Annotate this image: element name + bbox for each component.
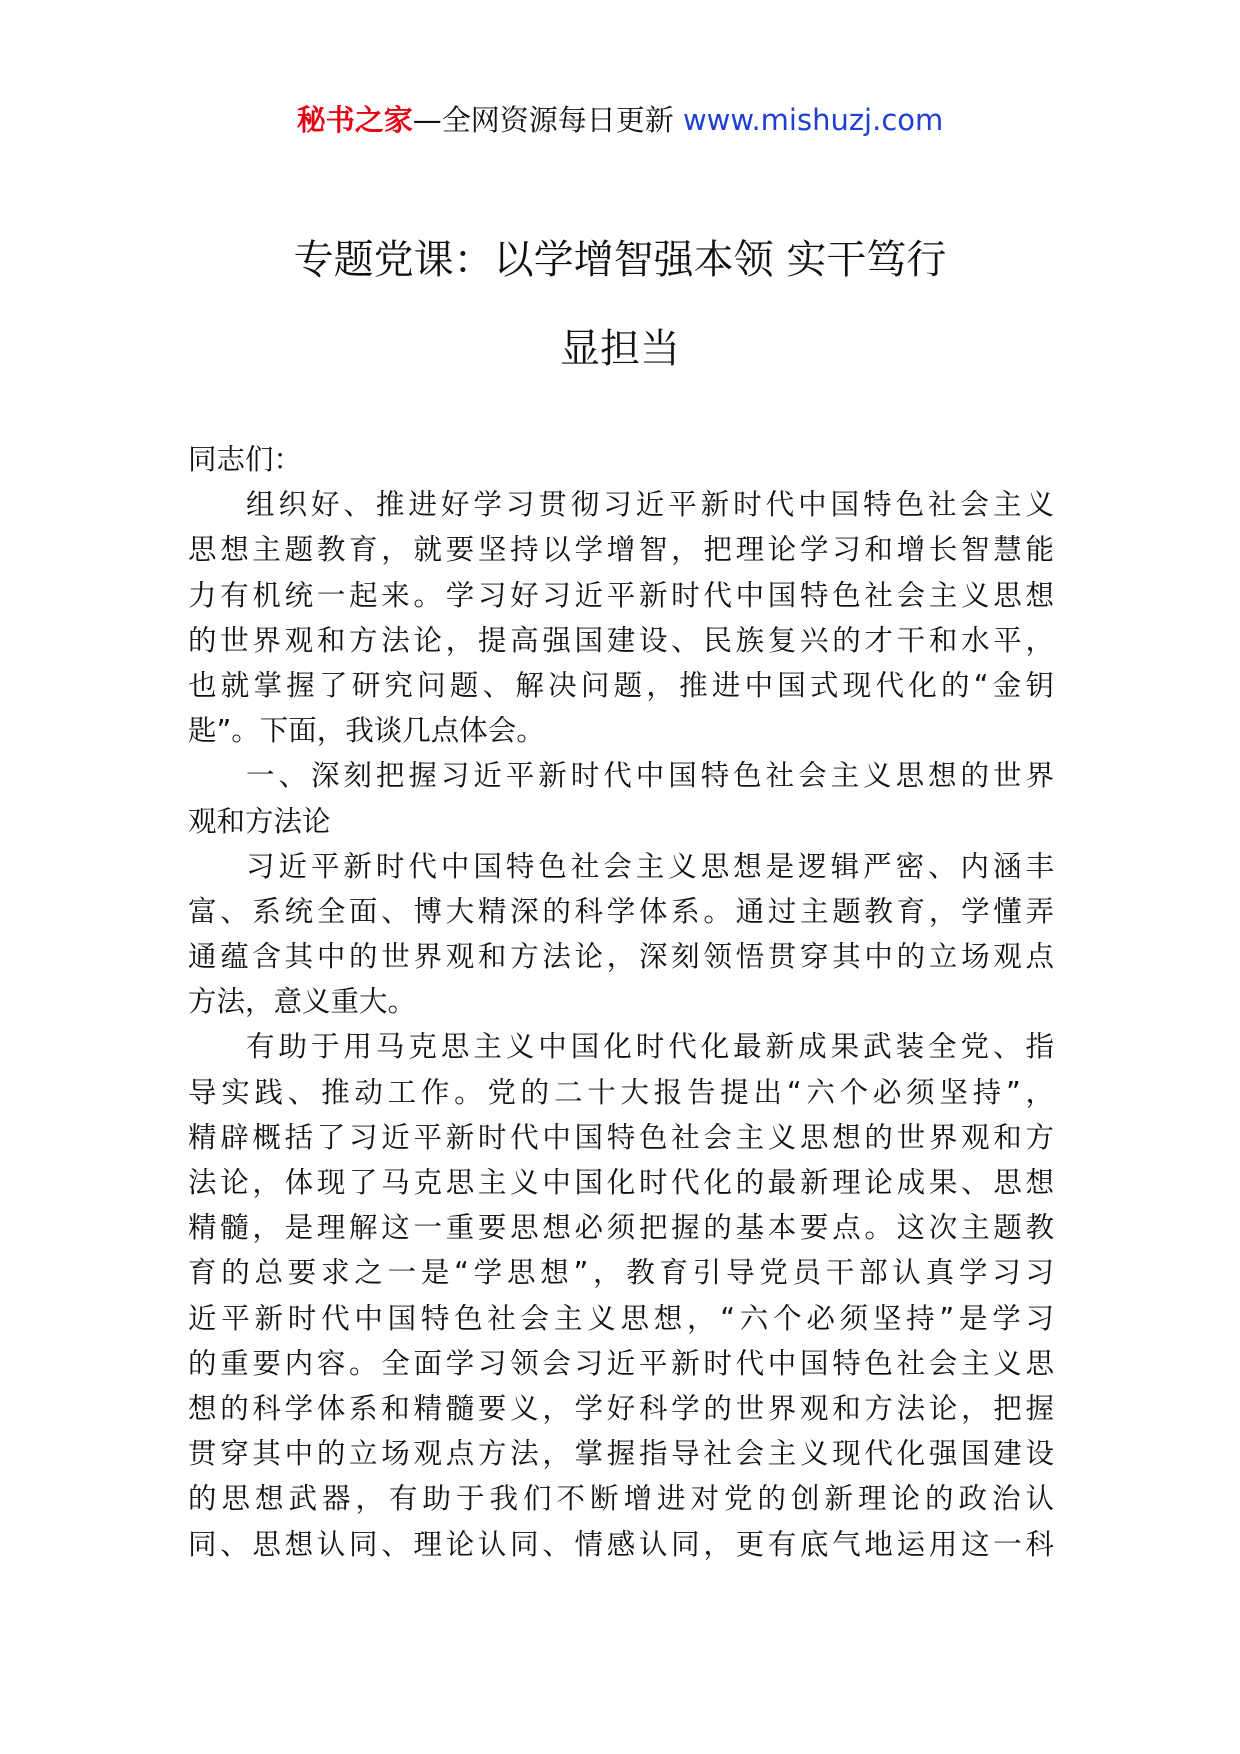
header-tagline: —全网资源每日更新 [412,103,683,137]
document-body [188,437,1054,1567]
body-line: 想的科学体系和精髓要义，学好科学的世界观和方法论，把握 [188,1391,1054,1425]
body-line: 匙”。下面，我谈几点体会。 [188,714,545,748]
body-line: 通蕴含其中的世界观和方法论，深刻领悟贯穿其中的立场观点 [188,940,1054,974]
body-line: 的重要内容。全面学习领会习近平新时代中国特色社会主义思 [188,1346,1054,1380]
body-line: 思想主题教育，就要坚持以学增智，把理论学习和增长智慧能 [188,533,1054,567]
body-line: 近平新时代中国特色社会主义思想，“六个必须坚持”是学习 [188,1301,1054,1335]
document-title-line-2: 显担当 [560,326,680,372]
document-title-line-1: 专题党课：以学增智强本领 实干笃行 [293,237,947,283]
brand-name: 秘书之家 [296,103,413,137]
body-line: 力有机统一起来。学习好习近平新时代中国特色社会主义思想 [188,578,1054,612]
site-url-link[interactable]: www.mishuzj.com [682,103,944,137]
body-line: 习近平新时代中国特色社会主义思想是逻辑严密、内涵丰 [246,849,1054,883]
section-heading-line: 观和方法论 [188,804,331,838]
body-line: 的世界观和方法论，提高强国建设、民族复兴的才干和水平， [188,623,1054,657]
body-line: 精辟概括了习近平新时代中国特色社会主义思想的世界观和方 [188,1120,1054,1154]
body-line: 富、系统全面、博大精深的科学体系。通过主题教育，学懂弄 [188,894,1054,928]
body-line: 育的总要求之一是“学思想”，教育引导党员干部认真学习习 [188,1256,1054,1290]
body-line: 法论，体现了马克思主义中国化时代化的最新理论成果、思想 [188,1166,1054,1199]
salutation: 同志们： [188,443,303,476]
body-line: 导实践、推动工作。党的二十大报告提出“六个必须坚持”， [188,1075,1054,1109]
body-line: 的思想武器，有助于我们不断增进对党的创新理论的政治认 [188,1482,1054,1516]
body-line: 方法，意义重大。 [188,985,417,1019]
body-line: 组织好、推进好学习贯彻习近平新时代中国特色社会主义 [246,488,1054,522]
site-header [0,100,1240,140]
body-line: 也就掌握了研究问题、解决问题，推进中国式现代化的“金钥 [188,668,1054,702]
section-heading-line: 一、深刻把握习近平新时代中国特色社会主义思想的世界 [246,759,1054,793]
body-line: 精髓，是理解这一重要思想必须把握的基本要点。这次主题教 [188,1211,1054,1245]
body-line: 同、思想认同、理论认同、情感认同，更有底气地运用这一科 [188,1527,1054,1561]
body-line: 贯穿其中的立场观点方法，掌握指导社会主义现代化强国建设 [188,1437,1054,1471]
body-line: 有助于用马克思主义中国化时代化最新成果武装全党、指 [246,1030,1054,1064]
